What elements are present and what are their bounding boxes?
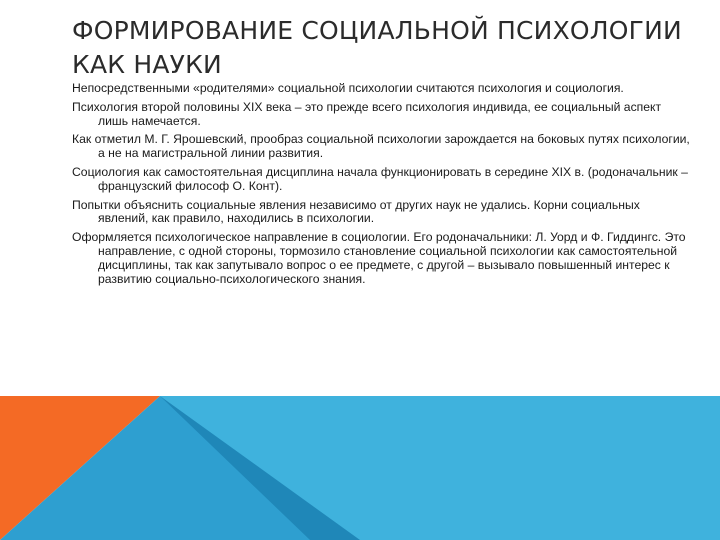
slide-title [72,14,692,82]
paragraph: Психология второй половины XIX века – это прежде всего психология индивида, ее социальный аспект лишь намечается. [72,99,662,128]
paragraph: Оформляется психологическое направление в социологии. Его родоначальники: Л. Уорд и Ф. Гиддингс. Это направление, с одной стороны, тормозило становление социальной психологии как самостоятельной дисциплины, так как запутывало вопрос о ее предмете, с другой – вызывало повышенный интерес к развитию социально-психологического знания. [72,230,686,286]
paragraph: Социология как самостоятельная дисциплина начала функционировать в середине XIX в. (родоначальник – французский философ О. Конт). [72,164,688,193]
paragraph: Попытки объяснить социальные явления независимо от других наук не удались. Корни социальных явлений, как правило, находились в психологии. [72,197,640,226]
slide-title-line-1: ФОРМИРОВАНИЕ СОЦИАЛЬНОЙ ПСИХОЛОГИИ [72,16,682,45]
slide-body [72,82,690,291]
slide-title-line-2: КАК НАУКИ [72,50,222,79]
paragraph: Непосредственными «родителями» социальной психологии считаются психология и социология. [72,81,624,95]
paragraph: Как отметил М. Г. Ярошевский, прообраз социальной психологии зарождается на боковых путях психологии, а не на магистральной линии развития. [72,132,690,161]
